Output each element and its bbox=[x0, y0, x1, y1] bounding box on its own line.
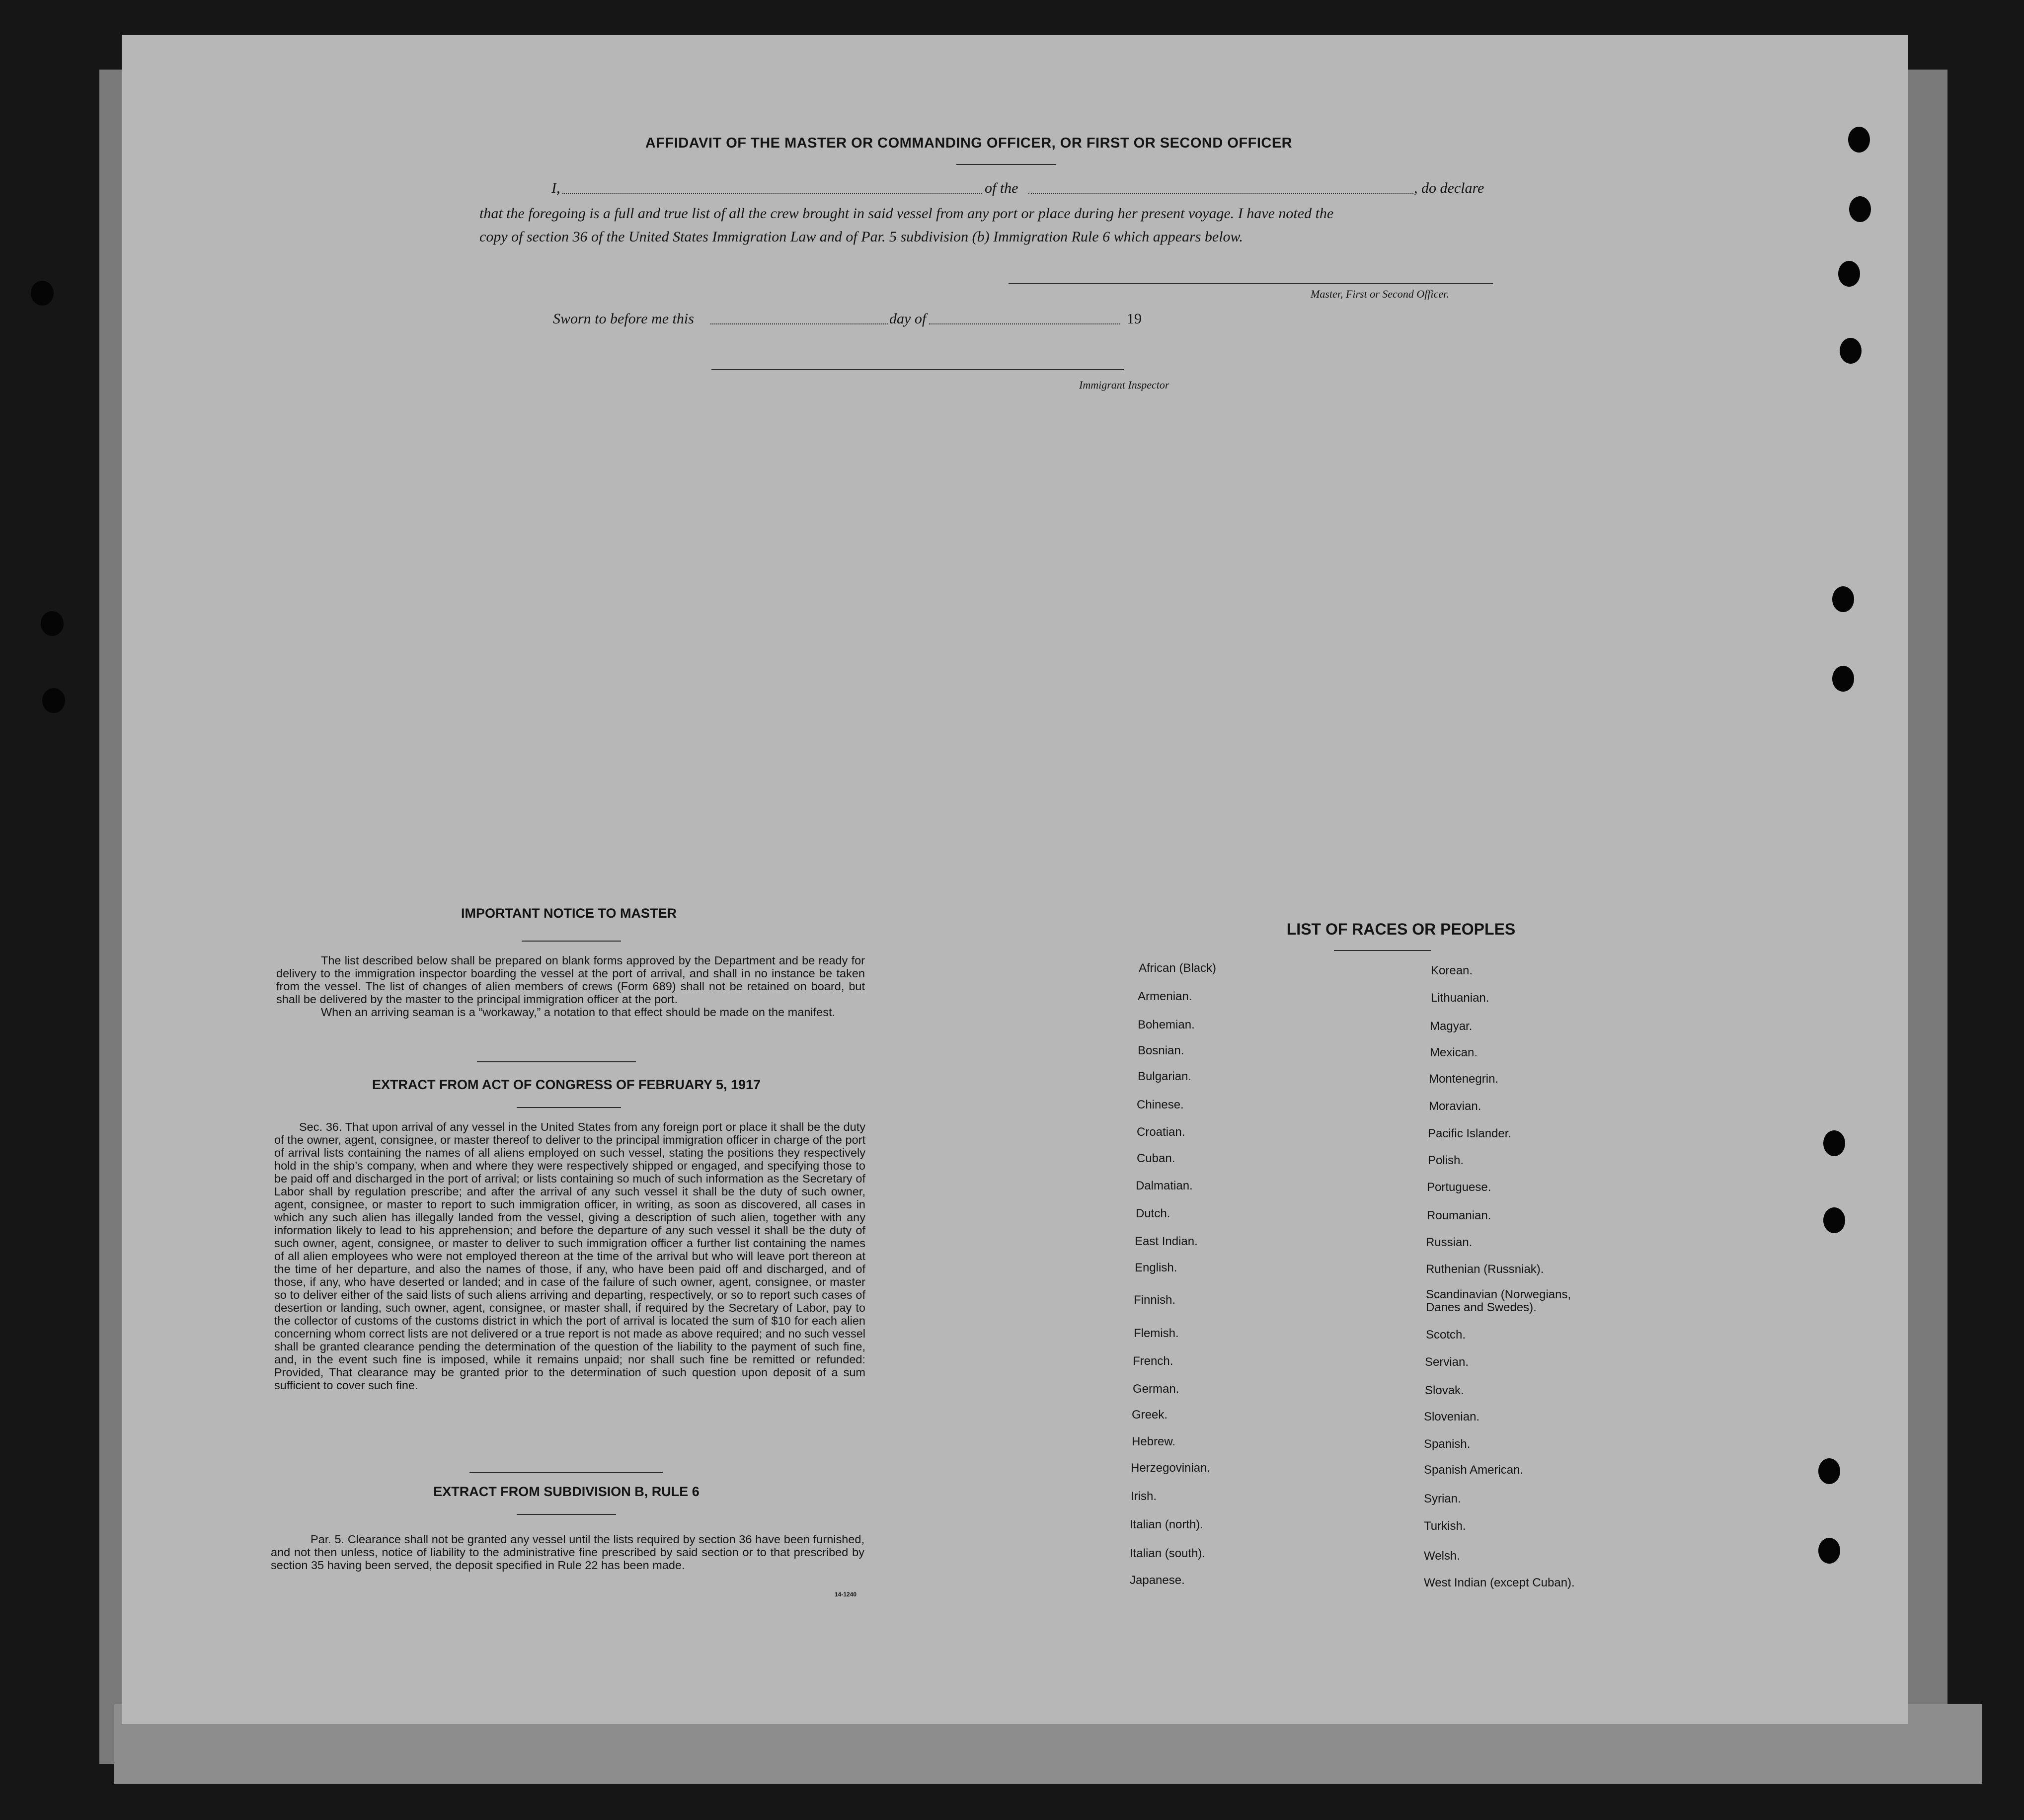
binder-hole bbox=[31, 281, 54, 306]
notice-title: IMPORTANT NOTICE TO MASTER bbox=[461, 906, 677, 921]
race-right-item: Syrian. bbox=[1424, 1492, 1461, 1505]
divider bbox=[517, 1107, 621, 1108]
binder-hole bbox=[1840, 338, 1862, 364]
binder-hole bbox=[1823, 1130, 1845, 1156]
race-left-item: German. bbox=[1133, 1382, 1179, 1396]
notice-paragraph-2: When an arriving seaman is a “workaway,” a notation to that effect should be made on the manifest. bbox=[321, 1006, 835, 1019]
binder-hole bbox=[1848, 127, 1870, 153]
race-right-item: Turkish. bbox=[1424, 1519, 1466, 1533]
divider bbox=[1334, 950, 1431, 951]
signature-line bbox=[1009, 283, 1493, 284]
binder-hole bbox=[1818, 1458, 1840, 1484]
race-right-item: Pacific Islander. bbox=[1428, 1127, 1512, 1140]
notice-paragraph-1: The list described below shall be prepared on blank forms approved by the Department and be ready for delivery to the immigration inspector boarding the vessel at the port of arrival, and shall in no instance be taken from the vessel. The list of changes of alien members of crews (Form 689) shall not be retained on board, but shall be delivered by the master to the principal immigration officer at the port. bbox=[276, 954, 865, 1006]
binder-hole bbox=[42, 688, 65, 713]
race-left-item: Chinese. bbox=[1137, 1098, 1184, 1111]
affidavit-title: AFFIDAVIT OF THE MASTER OR COMMANDING OFFICER, OR FIRST OR SECOND OFFICER bbox=[645, 135, 1293, 151]
race-right-item: Portuguese. bbox=[1427, 1181, 1491, 1194]
race-left-item: African (Black) bbox=[1139, 961, 1217, 975]
race-right-item: Scotch. bbox=[1426, 1328, 1466, 1342]
race-left-item: Bohemian. bbox=[1138, 1018, 1195, 1031]
race-right-item: Magyar. bbox=[1430, 1020, 1473, 1033]
day-of: day of bbox=[889, 311, 927, 327]
race-right-item: Mexican. bbox=[1430, 1046, 1478, 1059]
name-blank bbox=[562, 193, 982, 194]
inspector-caption: Immigrant Inspector bbox=[1079, 379, 1169, 391]
race-left-item: Italian (south). bbox=[1130, 1547, 1206, 1560]
act-extract-title: EXTRACT FROM ACT OF CONGRESS OF FEBRUARY 5, 1917 bbox=[372, 1077, 761, 1092]
binder-hole bbox=[1818, 1538, 1840, 1564]
race-right-item: Welsh. bbox=[1424, 1549, 1460, 1563]
race-left-item: Irish. bbox=[1131, 1490, 1157, 1503]
year-prefix: 19 bbox=[1127, 311, 1142, 327]
form-number: 14-1240 bbox=[835, 1591, 857, 1598]
binder-hole bbox=[1849, 196, 1871, 222]
race-left-item: Cuban. bbox=[1137, 1152, 1175, 1165]
divider bbox=[517, 1514, 616, 1515]
race-left-item: Greek. bbox=[1132, 1408, 1168, 1422]
notice-body bbox=[276, 954, 865, 1019]
race-right-item: Slovak. bbox=[1425, 1384, 1464, 1397]
race-right-item: Scandinavian (Norwegians, Danes and Swedes). bbox=[1426, 1288, 1571, 1314]
race-left-item: French. bbox=[1133, 1354, 1173, 1368]
race-left-item: Croatian. bbox=[1137, 1125, 1185, 1139]
race-left-item: Bulgarian. bbox=[1138, 1070, 1192, 1083]
race-right-item: Spanish. bbox=[1424, 1437, 1471, 1451]
race-left-item: Finnish. bbox=[1134, 1293, 1176, 1307]
race-right-item: Spanish American. bbox=[1424, 1463, 1524, 1477]
divider bbox=[956, 164, 1056, 165]
race-right-item: Moravian. bbox=[1429, 1100, 1481, 1113]
races-title: LIST OF RACES OR PEOPLES bbox=[1286, 920, 1516, 938]
binder-hole bbox=[1823, 1207, 1845, 1233]
race-right-item: West Indian (except Cuban). bbox=[1424, 1576, 1575, 1589]
document-sheet bbox=[122, 35, 1908, 1724]
sworn-text: Sworn to before me this bbox=[553, 311, 694, 327]
signature-caption: Master, First or Second Officer. bbox=[1311, 288, 1449, 300]
race-right-item: Polish. bbox=[1428, 1154, 1464, 1167]
vessel-blank bbox=[1028, 193, 1413, 194]
binder-hole bbox=[41, 611, 64, 636]
race-left-item: Bosnian. bbox=[1138, 1044, 1184, 1057]
race-right-item: Russian. bbox=[1426, 1236, 1473, 1249]
affidavit-line2: that the foregoing is a full and true list of all the crew brought in said vessel from any port or place during her present voyage. I have noted the bbox=[479, 205, 1334, 222]
rule-extract-title: EXTRACT FROM SUBDIVISION B, RULE 6 bbox=[433, 1484, 700, 1499]
race-left-item: English. bbox=[1135, 1261, 1177, 1274]
affidavit-declare: , do declare bbox=[1414, 180, 1484, 196]
divider bbox=[522, 941, 621, 942]
divider bbox=[469, 1472, 663, 1473]
race-left-item: Dalmatian. bbox=[1136, 1179, 1193, 1192]
race-right-item: Roumanian. bbox=[1427, 1209, 1491, 1222]
affidavit-i: I, bbox=[551, 180, 560, 196]
divider bbox=[477, 1061, 636, 1062]
day-blank bbox=[710, 323, 888, 324]
binder-hole bbox=[1832, 666, 1854, 692]
race-right-item: Ruthenian (Russniak). bbox=[1426, 1263, 1544, 1276]
race-left-item: Hebrew. bbox=[1132, 1435, 1176, 1448]
binder-hole bbox=[1838, 261, 1860, 287]
race-right-item: Slovenian. bbox=[1424, 1410, 1480, 1424]
race-right-item: Korean. bbox=[1431, 964, 1473, 977]
race-left-item: Flemish. bbox=[1134, 1327, 1179, 1340]
affidavit-of-the: of the bbox=[985, 180, 1018, 196]
race-left-item: Herzegovinian. bbox=[1131, 1461, 1211, 1475]
act-extract-body bbox=[274, 1120, 865, 1392]
binder-hole bbox=[1832, 586, 1854, 612]
month-blank bbox=[929, 323, 1120, 324]
race-right-item: Servian. bbox=[1425, 1355, 1469, 1369]
rule-extract-body bbox=[271, 1533, 864, 1572]
race-right-item: Montenegrin. bbox=[1429, 1072, 1499, 1086]
race-left-item: East Indian. bbox=[1135, 1235, 1198, 1248]
rule-extract-text: Par. 5. Clearance shall not be granted any vessel until the lists required by section 36 have been furnished, and not then unless, notice of liability to the administrative fine prescribed by said section or to that prescribed by section 35 having been served, the deposit specified in Rule 22 has been made. bbox=[271, 1533, 864, 1572]
race-left-item: Dutch. bbox=[1136, 1207, 1170, 1220]
race-left-item: Japanese. bbox=[1130, 1574, 1185, 1587]
act-extract-text: Sec. 36. That upon arrival of any vessel in the United States from any foreign port or place it shall be the duty of the owner, agent, consignee, or master thereof to deliver to the principal immigration officer in charge of the port of arrival lists containing the names of all aliens employed on such vessel, stating the positions they respectively hold in the ship’s company, when and where they were respectively shipped or engaged, and specifying those to be paid off and discharged in the port of arrival; or lists containing so much of such information as the Secretary of Labor shall by regulation prescribe; and after the arrival of any such vessel it shall be the duty of such owner, agent, consignee, or master to report to such immigration officer, in writing, as soon as discovered, all cases in which any such alien has illegally landed from the vessel, giving a description of such alien, together with any information likely to lead to his apprehension; and before the departure of any such vessel it shall be the duty of such owner, agent, consignee, or master to deliver to such immigration officer a further list containing the names of all alien employees who were not employed thereon at the time of the arrival but who will leave port thereon at the time of her departure, and also the names of those, if any, who have been paid off and discharged, and of those, if any, who have deserted or landed; and in case of the failure of such owner, agent, consignee, or master so to deliver either of the said lists of such aliens arriving and departing, respectively, or so to report such cases of desertion or landing, such owner, agent, consignee, or master shall, if required by the Secretary of Labor, pay to the collector of customs of the customs district in which the port of arrival is located the sum of $10 for each alien concerning whom correct lists are not delivered or a true report is not made as above required; and no such vessel shall be granted clearance pending the determination of the question of the liability to the payment of such fine, and, in the event such fine is imposed, while it remains unpaid; nor shall such fine be remitted or refunded: Provided, That clearance may be granted prior to the determination of such question upon deposit of a sum sufficient to cover such fine. bbox=[274, 1120, 865, 1392]
inspector-signature-line bbox=[711, 369, 1124, 370]
affidavit-line3: copy of section 36 of the United States Immigration Law and of Par. 5 subdivision (b) Immigration Rule 6 which appears below. bbox=[479, 229, 1243, 245]
race-right-item: Lithuanian. bbox=[1431, 991, 1489, 1005]
race-left-item: Armenian. bbox=[1138, 990, 1192, 1003]
race-left-item: Italian (north). bbox=[1130, 1518, 1204, 1531]
